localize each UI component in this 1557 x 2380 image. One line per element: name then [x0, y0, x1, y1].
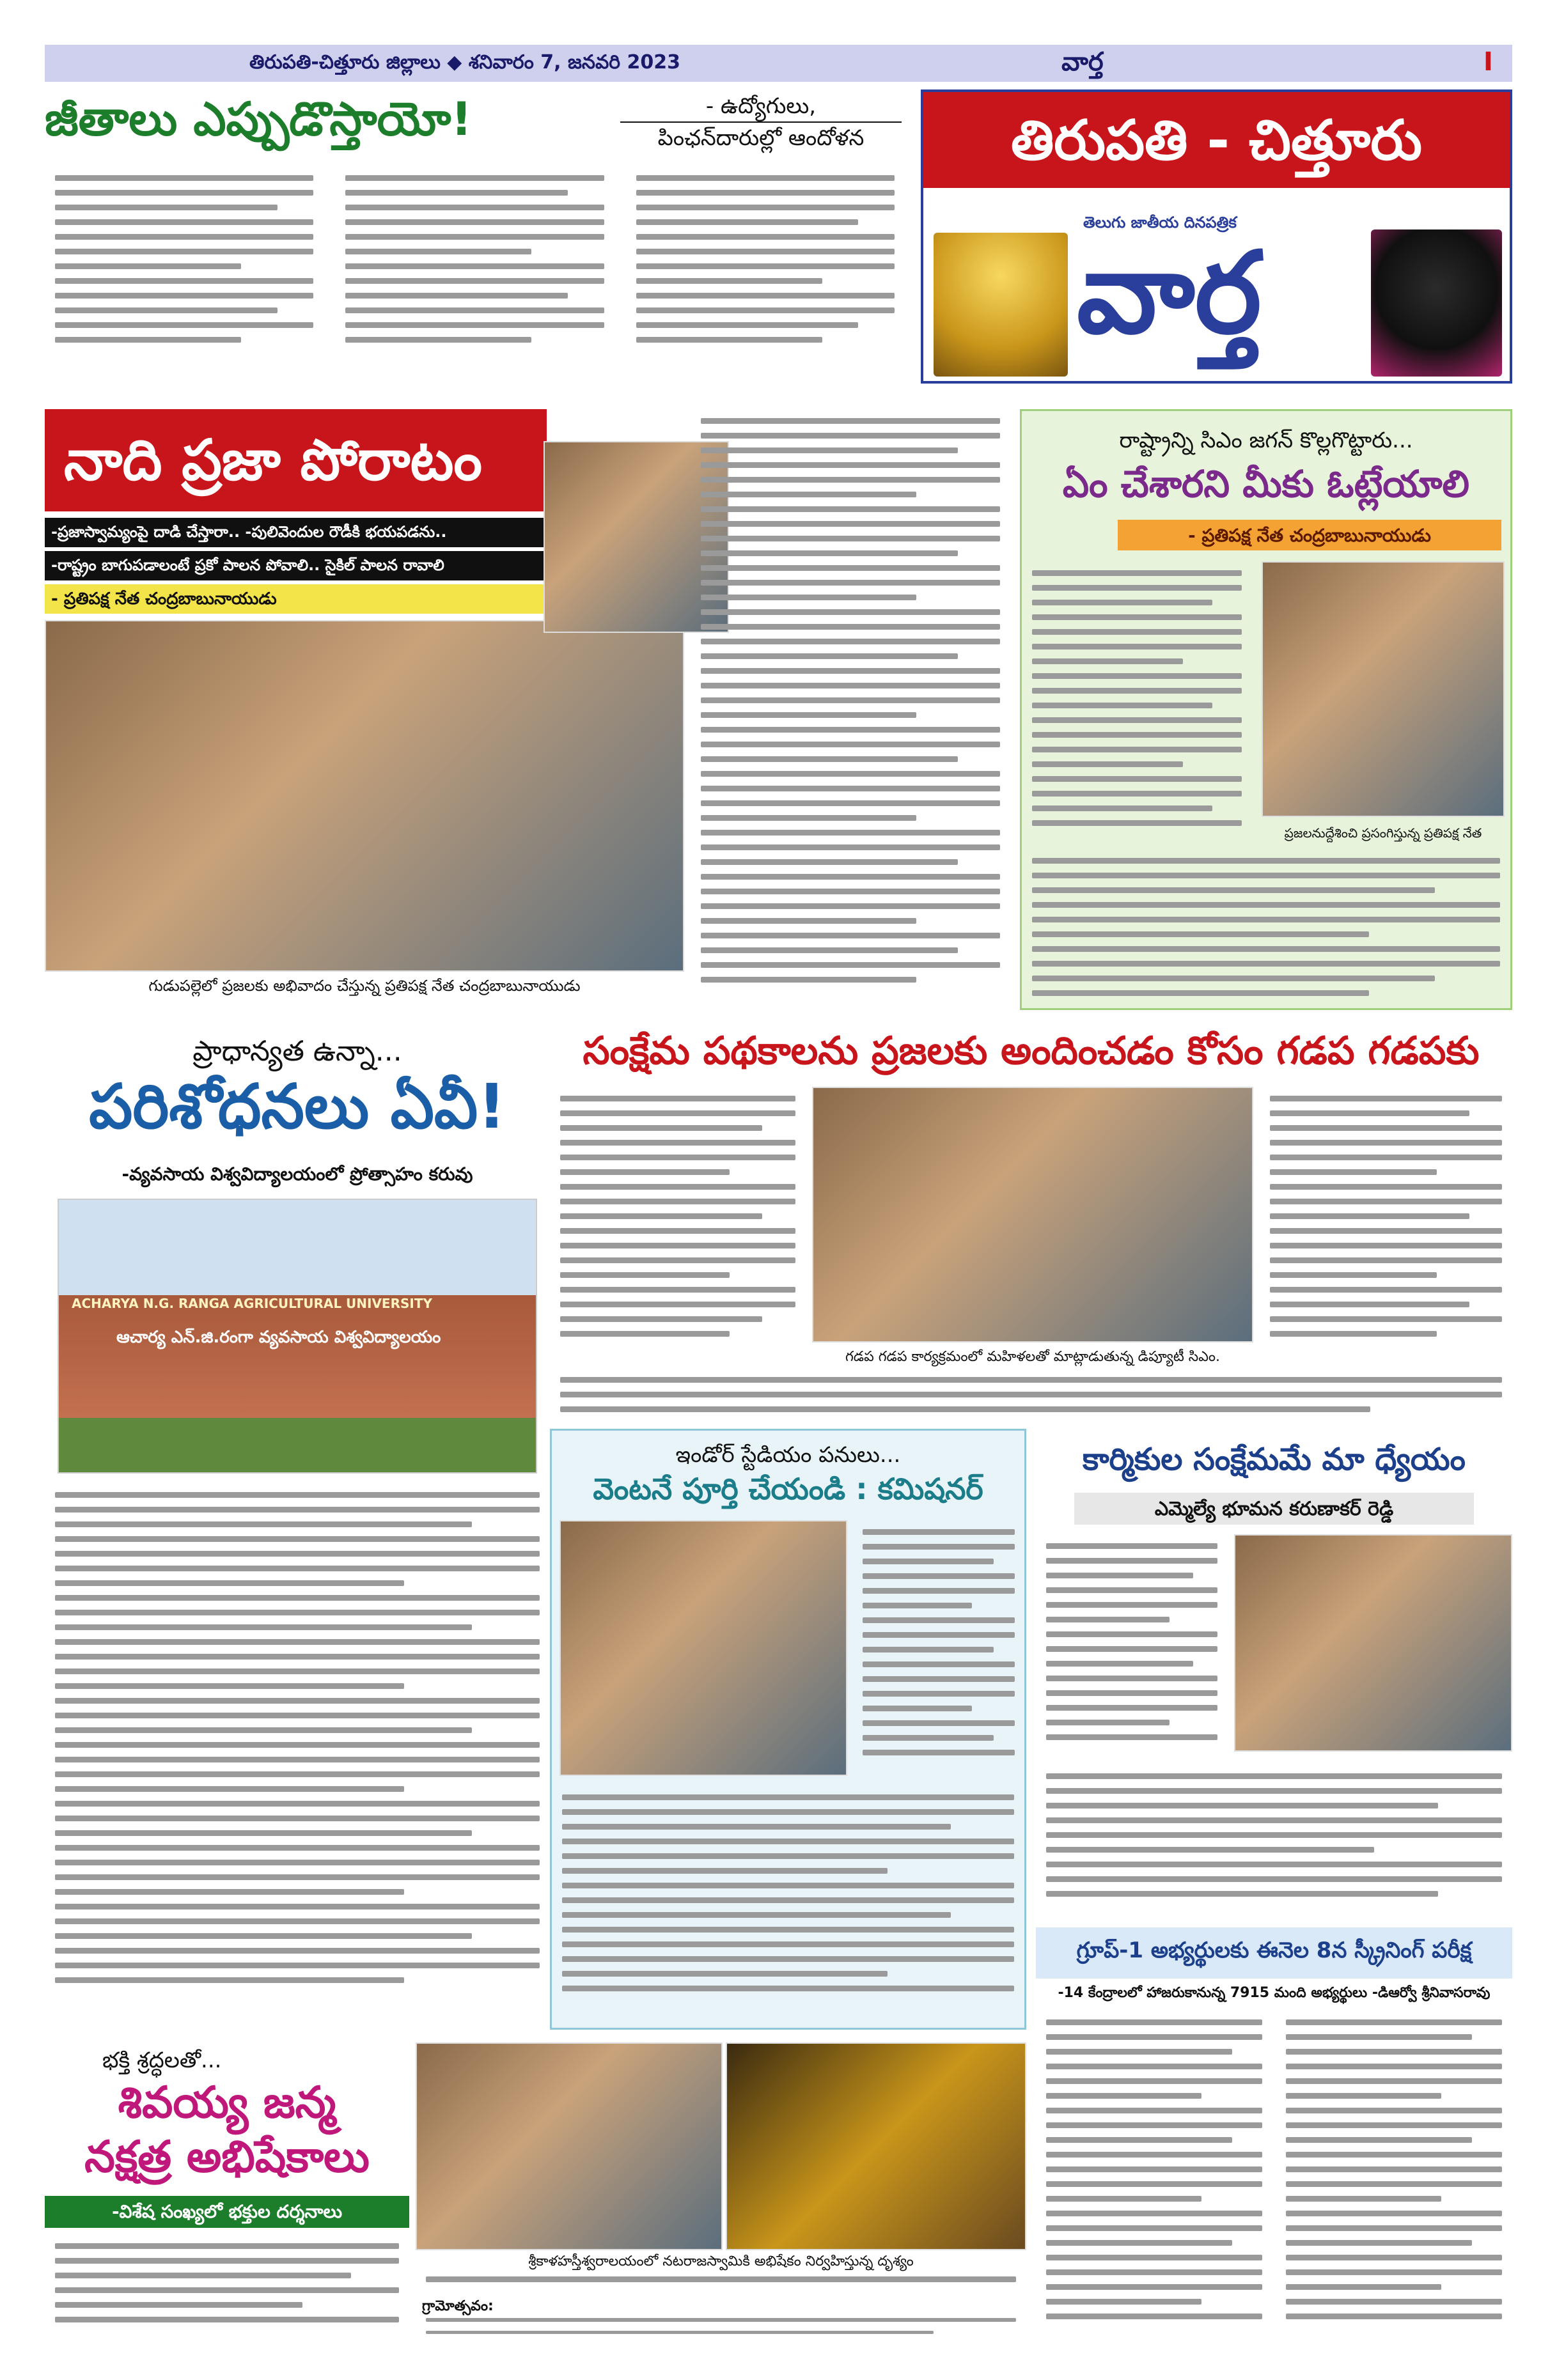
nataraja-abhishekam-photo [726, 2042, 1026, 2250]
masthead-tagline: తెలుగు జాతీయ దినపత్రిక [1083, 214, 1237, 231]
abhishekam-photo-caption: శ్రీకాళహస్తీశ్వరాలయంలో నటరాజస్వామికి అభిషేకం నిర్వహిస్తున్న దృశ్యం [528, 2253, 914, 2269]
university-photo [58, 1199, 537, 1474]
story-abhishekam-headline-2: నక్షత్ర అభిషేకాలు [84, 2132, 370, 2182]
story-research-body [45, 1483, 550, 2026]
university-sign-en: ACHARYA N.G. RANGA AGRICULTURAL UNIVERSITY [72, 1296, 432, 1311]
devotees-photo [416, 2042, 723, 2250]
story-abhishekam-kicker: భక్తి శ్రద్ధలతో... [102, 2048, 222, 2073]
header-brand: వార్త [1061, 47, 1104, 77]
story-why-vote [1020, 409, 1512, 1010]
body-column [626, 166, 905, 377]
rally-speech-photo [1262, 561, 1505, 817]
story-group1-deck: -14 కేంద్రాలలో హాజరుకానున్న 7915 మంది అభ్యర్థులు -డిఆర్వో శ్రీనివాసరావు [1058, 1985, 1490, 2001]
rally-photo-caption: గుడుపల్లెలో ప్రజలకు అభివాదం చేస్తున్న ప్రతిపక్ష నేత చంద్రబాబునాయుడు [148, 977, 581, 995]
dateline: తిరుపతి-చిత్తూరు జిల్లాలు ◆ శనివారం 7, జనవరి 2023 [249, 51, 681, 74]
rally-photo [45, 620, 684, 972]
story-workers-byline: ఎమ్మెల్యే భూమన కరుణాకర్ రెడ్డి [1074, 1493, 1474, 1525]
story-salaries-kicker [620, 91, 902, 153]
story-public-fight-headline: నాది ప్రజా పోరాటం [64, 427, 483, 493]
story-abhishekam-subhead: గ్రామోత్సవం: [422, 2298, 494, 2314]
story-stadium-body-right [852, 1520, 1025, 1776]
story-group1-body-left [1036, 2011, 1272, 2343]
story-why-vote-body [1022, 561, 1252, 843]
kicker-line-1: - ఉద్యోగులు, [705, 93, 817, 119]
story-welfare-body-bottom [550, 1368, 1512, 1422]
story-why-vote-headline: ఏం చేశారని మీకు ఓట్లేయాలి [1062, 462, 1470, 506]
story-group1-headline: గ్రూప్-1 అభ్యర్థులకు ఈనెల 8న స్క్రీనింగ్ పరీక్ష [1076, 1938, 1472, 1963]
story-stadium [550, 1429, 1026, 2030]
body-column [335, 166, 614, 377]
story-why-vote-byline: - ప్రతిపక్ష నేత చంద్రబాబునాయుడు [1118, 520, 1501, 550]
story-welfare-body-left [550, 1087, 806, 1355]
story-stadium-headline: వెంటనే పూర్తి చేయండి : కమిషనర్ [593, 1472, 983, 1506]
story-abhishekam-body-left [45, 2234, 409, 2343]
story-salaries-body [45, 166, 905, 377]
deity-image [1371, 229, 1502, 377]
story-research-kicker: ప్రాధాన్యత ఉన్నా... [192, 1035, 402, 1068]
story-group1-headline-band [1036, 1927, 1512, 1979]
story-public-fight-body [691, 409, 1010, 1010]
story-welfare-headline: సంక్షేమ పథకాలను ప్రజలకు అందించడం కోసం గడప గడపకు [583, 1029, 1480, 1073]
story-stadium-body-bottom [552, 1785, 1024, 2022]
story-stadium-kicker: ఇండోర్ స్టేడియం పనులు... [675, 1442, 901, 1468]
story-salaries [45, 89, 905, 384]
story-welfare-body-right [1260, 1087, 1512, 1355]
deck-line-2: -రాష్ట్రం బాగుపడాలంటే ప్రకో పాలన పోవాలి.. సైకిల్ పాలన రావాలి [45, 551, 547, 580]
story-why-vote-body-lower [1022, 849, 1510, 1009]
story-abhishekam-body-right [416, 2274, 1026, 2299]
story-research [45, 1026, 550, 2030]
masthead-logo: వార్త [1077, 226, 1262, 359]
body-column [45, 166, 324, 377]
temple-gopuram-image [934, 233, 1068, 377]
masthead-city-band [923, 92, 1510, 188]
story-workers-body-left [1036, 1534, 1228, 1764]
page-number: I [1483, 47, 1493, 77]
stadium-inspection-photo [559, 1520, 847, 1776]
story-welfare [550, 1026, 1512, 1422]
story-workers-headline: కార్మికుల సంక్షేమమే మా ధ్యేయం [1082, 1442, 1466, 1477]
masthead-city: తిరుపతి - చిత్తూరు [1011, 109, 1422, 173]
story-public-fight [45, 409, 1010, 1010]
deck-line-1: -ప్రజాస్వామ్యంపై దాడి చేస్తారా.. -పులివెందుల రౌడీకి భయపడను.. [45, 518, 547, 547]
story-abhishekam-body-right-2 [416, 2314, 1026, 2343]
story-group1-exam [1036, 1927, 1512, 2343]
kicker-line-2: పింఛన్‌దారుల్లో ఆందోళన [620, 121, 902, 153]
story-abhishekam-deck: -విశేష సంఖ్యలో భక్తుల దర్శనాలు [45, 2196, 409, 2228]
story-research-deck: -వ్యవసాయ విశ్వవిద్యాలయంలో ప్రోత్సాహం కరువు [121, 1163, 473, 1185]
deck-byline: - ప్రతిపక్ష నేత చంద్రబాబునాయుడు [45, 584, 547, 614]
welfare-photo-caption: గడప గడప కార్యక్రమంలో మహిళలతో మాట్లాడుతున్న డిప్యూటీ సిఎం. [845, 1349, 1221, 1365]
story-workers [1036, 1429, 1512, 1921]
university-sign-te: ఆచార్య ఎన్.జి.రంగా వ్యవసాయ విశ్వవిద్యాలయం [116, 1328, 441, 1347]
story-why-vote-kicker: రాష్ట్రాన్ని సిఎం జగన్ కొల్లగొట్టారు... [1119, 428, 1413, 453]
story-abhishekam [45, 2042, 1026, 2343]
story-abhishekam-headline-1: శివయ్య జన్మ [118, 2078, 336, 2128]
welfare-photo [812, 1087, 1253, 1342]
story-salaries-headline: జీతాలు ఎప్పుడొస్తాయో! [45, 92, 473, 146]
page-header-bar [45, 45, 1512, 82]
workers-photo [1234, 1534, 1512, 1752]
masthead [921, 89, 1512, 384]
story-public-fight-title-band [45, 409, 547, 511]
story-group1-body-right [1276, 2011, 1512, 2343]
story-research-headline: పరిశోధనలు ఏవీ! [89, 1071, 506, 1142]
rally-speech-caption: ప్రజలనుద్దేశించి ప్రసంగిస్తున్న ప్రతిపక్ష నేత [1284, 825, 1482, 841]
story-workers-body-bottom [1036, 1764, 1512, 1921]
